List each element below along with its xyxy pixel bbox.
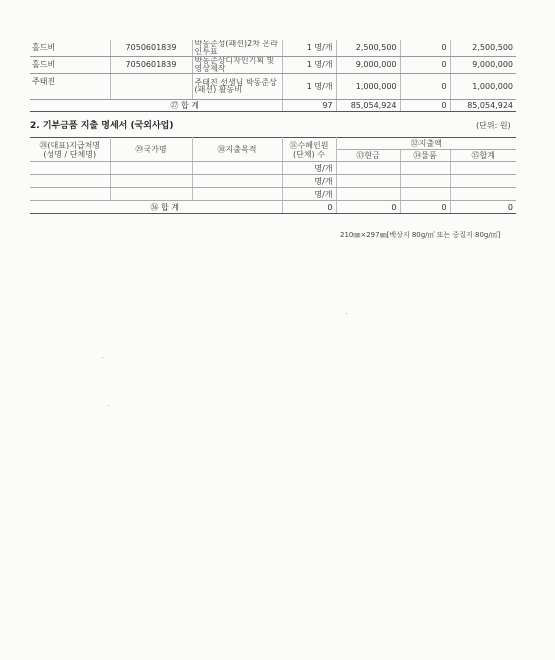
header-count: ㉛수혜인원 (단체) 수 (282, 138, 336, 162)
recipient-count: 1 명/개 (282, 73, 336, 99)
scan-speck (102, 357, 103, 358)
sum-goods: 0 (400, 99, 450, 111)
header-amount: ㉜지출액 (336, 138, 516, 150)
business-id: 7050601839 (110, 56, 192, 73)
unit-label: (단위: 원) (476, 121, 511, 130)
recipient-count: 명/개 (282, 188, 336, 201)
cash-amount: 1,000,000 (336, 73, 400, 99)
header-payee: ㉘(대표)지급처명 (성명 / 단체명) (30, 138, 110, 162)
business-id: 7050601839 (110, 40, 192, 56)
table-row (30, 175, 516, 188)
sum-goods: 0 (400, 201, 450, 214)
header-row (30, 138, 516, 150)
section-title: 2. 기부금품 지출 명세서 (국외사업) (30, 121, 174, 131)
sum-label: ㉗ 합 계 (30, 99, 282, 111)
expense-purpose: 주태진 선생님 박동준상(패션) 활동비 (192, 73, 282, 99)
paper-spec-note: 210㎜×297㎜[백상지 80g/㎡ 또는 중질지 80g/㎡] (340, 231, 501, 239)
scan-speck (108, 405, 109, 406)
header-total: ㉟합계 (450, 150, 516, 162)
total-amount: 9,000,000 (450, 56, 516, 73)
cash-amount: 9,000,000 (336, 56, 400, 73)
table-row (30, 188, 516, 201)
business-id (110, 73, 192, 99)
cash-amount: 2,500,500 (336, 40, 400, 56)
table-row (30, 162, 516, 175)
goods-amount: 0 (400, 56, 450, 73)
total-amount: 2,500,500 (450, 40, 516, 56)
sum-label: ㊱ 합 계 (30, 201, 282, 214)
sum-count: 97 (282, 99, 336, 111)
recipient-count: 명/개 (282, 175, 336, 188)
recipient-name: 주태진 (30, 73, 110, 99)
sum-total: 0 (450, 201, 516, 214)
table-row (30, 56, 516, 73)
recipient-count: 명/개 (282, 162, 336, 175)
goods-amount: 0 (400, 73, 450, 99)
sum-cash: 85,054,924 (336, 99, 400, 111)
recipient-name: 홀드비 (30, 40, 110, 56)
recipient-count: 1 명/개 (282, 40, 336, 56)
header-purpose: ㉚지출목적 (192, 138, 282, 162)
recipient-count: 1 명/개 (282, 56, 336, 73)
table-row (30, 73, 516, 99)
header-country: ㉙국가명 (110, 138, 192, 162)
header-goods: ㉞물품 (400, 150, 450, 162)
expense-purpose: 박동준상디자인기획 및영상제작 (192, 56, 282, 73)
table-row (30, 40, 516, 56)
goods-amount: 0 (400, 40, 450, 56)
sum-total: 85,054,924 (450, 99, 516, 111)
sum-count: 0 (282, 201, 336, 214)
sum-row (30, 99, 516, 111)
sum-cash: 0 (336, 201, 400, 214)
expense-purpose: 박동준성(패션)2차 온라인투표 (192, 40, 282, 56)
scan-speck (346, 313, 347, 314)
header-cash: ㉝현금 (336, 150, 400, 162)
total-amount: 1,000,000 (450, 73, 516, 99)
overseas-expense-table (30, 137, 516, 214)
recipient-name: 홀드비 (30, 56, 110, 73)
sum-row (30, 201, 516, 214)
domestic-expense-table (30, 40, 516, 112)
